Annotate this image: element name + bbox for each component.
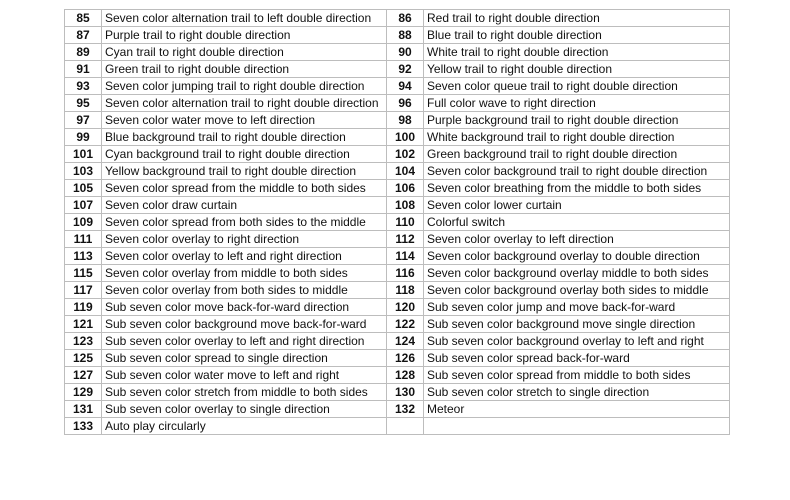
mode-number: 109 bbox=[65, 214, 102, 231]
mode-description: Colorful switch bbox=[424, 214, 730, 231]
table-row bbox=[65, 129, 730, 146]
mode-description: Seven color spread from both sides to the middle bbox=[102, 214, 387, 231]
mode-description: Seven color alternation trail to right double direction bbox=[102, 95, 387, 112]
table-row bbox=[65, 10, 730, 27]
mode-number: 132 bbox=[387, 401, 424, 418]
mode-description: Blue background trail to right double direction bbox=[102, 129, 387, 146]
mode-description: Blue trail to right double direction bbox=[424, 27, 730, 44]
mode-description: Seven color overlay from middle to both sides bbox=[102, 265, 387, 282]
table-row bbox=[65, 95, 730, 112]
mode-description: Sub seven color jump and move back-for-ward bbox=[424, 299, 730, 316]
mode-number: 121 bbox=[65, 316, 102, 333]
table-row bbox=[65, 282, 730, 299]
mode-description: Seven color jumping trail to right double direction bbox=[102, 78, 387, 95]
table-row bbox=[65, 384, 730, 401]
mode-description: Seven color lower curtain bbox=[424, 197, 730, 214]
mode-number: 86 bbox=[387, 10, 424, 27]
mode-description: Sub seven color stretch from middle to both sides bbox=[102, 384, 387, 401]
mode-number: 107 bbox=[65, 197, 102, 214]
mode-description: Yellow trail to right double direction bbox=[424, 61, 730, 78]
mode-number: 100 bbox=[387, 129, 424, 146]
mode-description: Seven color queue trail to right double direction bbox=[424, 78, 730, 95]
mode-number: 88 bbox=[387, 27, 424, 44]
mode-number: 91 bbox=[65, 61, 102, 78]
mode-description: Green background trail to right double direction bbox=[424, 146, 730, 163]
table-row bbox=[65, 248, 730, 265]
mode-number: 108 bbox=[387, 197, 424, 214]
mode-number: 117 bbox=[65, 282, 102, 299]
mode-description: Seven color spread from the middle to both sides bbox=[102, 180, 387, 197]
table-row bbox=[65, 214, 730, 231]
mode-number: 130 bbox=[387, 384, 424, 401]
mode-number: 114 bbox=[387, 248, 424, 265]
mode-description: Sub seven color move back-for-ward direction bbox=[102, 299, 387, 316]
table-row bbox=[65, 44, 730, 61]
mode-description: Sub seven color water move to left and right bbox=[102, 367, 387, 384]
mode-number: 101 bbox=[65, 146, 102, 163]
table-row bbox=[65, 265, 730, 282]
mode-number: 97 bbox=[65, 112, 102, 129]
mode-description: Seven color overlay to left direction bbox=[424, 231, 730, 248]
mode-number: 87 bbox=[65, 27, 102, 44]
mode-number: 92 bbox=[387, 61, 424, 78]
mode-description: Auto play circularly bbox=[102, 418, 387, 435]
table-row bbox=[65, 231, 730, 248]
mode-number: 129 bbox=[65, 384, 102, 401]
mode-description: Yellow background trail to right double direction bbox=[102, 163, 387, 180]
mode-description: Seven color background overlay middle to both sides bbox=[424, 265, 730, 282]
mode-description: Sub seven color spread back-for-ward bbox=[424, 350, 730, 367]
mode-number: 127 bbox=[65, 367, 102, 384]
mode-description: Seven color breathing from the middle to both sides bbox=[424, 180, 730, 197]
mode-description: Sub seven color background move back-for-ward bbox=[102, 316, 387, 333]
mode-table-body bbox=[65, 10, 730, 435]
table-row bbox=[65, 163, 730, 180]
mode-number: 124 bbox=[387, 333, 424, 350]
mode-list-sheet bbox=[64, 9, 730, 435]
mode-number: 93 bbox=[65, 78, 102, 95]
mode-number: 89 bbox=[65, 44, 102, 61]
mode-number bbox=[387, 418, 424, 435]
mode-description: White background trail to right double direction bbox=[424, 129, 730, 146]
mode-number: 133 bbox=[65, 418, 102, 435]
mode-description: Seven color overlay from both sides to middle bbox=[102, 282, 387, 299]
mode-description: Red trail to right double direction bbox=[424, 10, 730, 27]
table-row bbox=[65, 367, 730, 384]
table-row bbox=[65, 112, 730, 129]
table-row bbox=[65, 333, 730, 350]
mode-number: 110 bbox=[387, 214, 424, 231]
mode-description: Sub seven color background overlay to left and right bbox=[424, 333, 730, 350]
mode-description: Sub seven color spread from middle to both sides bbox=[424, 367, 730, 384]
mode-table bbox=[64, 9, 730, 435]
table-row bbox=[65, 146, 730, 163]
mode-description: Seven color overlay to left and right direction bbox=[102, 248, 387, 265]
mode-number: 104 bbox=[387, 163, 424, 180]
mode-number: 125 bbox=[65, 350, 102, 367]
mode-number: 99 bbox=[65, 129, 102, 146]
mode-description: Seven color background trail to right double direction bbox=[424, 163, 730, 180]
mode-number: 95 bbox=[65, 95, 102, 112]
mode-number: 90 bbox=[387, 44, 424, 61]
mode-number: 94 bbox=[387, 78, 424, 95]
mode-description: Sub seven color spread to single direction bbox=[102, 350, 387, 367]
table-row bbox=[65, 27, 730, 44]
mode-description: Sub seven color stretch to single direction bbox=[424, 384, 730, 401]
mode-description: Sub seven color background move single direction bbox=[424, 316, 730, 333]
mode-description: White trail to right double direction bbox=[424, 44, 730, 61]
mode-number: 85 bbox=[65, 10, 102, 27]
mode-number: 113 bbox=[65, 248, 102, 265]
mode-description: Meteor bbox=[424, 401, 730, 418]
mode-number: 115 bbox=[65, 265, 102, 282]
mode-description: Sub seven color overlay to single direction bbox=[102, 401, 387, 418]
mode-description bbox=[424, 418, 730, 435]
table-row bbox=[65, 180, 730, 197]
mode-number: 98 bbox=[387, 112, 424, 129]
mode-description: Full color wave to right direction bbox=[424, 95, 730, 112]
mode-description: Cyan background trail to right double direction bbox=[102, 146, 387, 163]
mode-number: 128 bbox=[387, 367, 424, 384]
mode-number: 123 bbox=[65, 333, 102, 350]
mode-number: 103 bbox=[65, 163, 102, 180]
mode-description: Sub seven color overlay to left and right direction bbox=[102, 333, 387, 350]
mode-number: 126 bbox=[387, 350, 424, 367]
mode-number: 120 bbox=[387, 299, 424, 316]
table-row bbox=[65, 197, 730, 214]
table-row bbox=[65, 61, 730, 78]
mode-number: 131 bbox=[65, 401, 102, 418]
mode-description: Green trail to right double direction bbox=[102, 61, 387, 78]
mode-description: Cyan trail to right double direction bbox=[102, 44, 387, 61]
mode-number: 116 bbox=[387, 265, 424, 282]
table-row bbox=[65, 299, 730, 316]
mode-number: 102 bbox=[387, 146, 424, 163]
mode-description: Seven color overlay to right direction bbox=[102, 231, 387, 248]
mode-number: 118 bbox=[387, 282, 424, 299]
mode-description: Seven color background overlay both sides to middle bbox=[424, 282, 730, 299]
mode-number: 122 bbox=[387, 316, 424, 333]
mode-description: Seven color alternation trail to left double direction bbox=[102, 10, 387, 27]
mode-number: 96 bbox=[387, 95, 424, 112]
mode-number: 112 bbox=[387, 231, 424, 248]
table-row bbox=[65, 401, 730, 418]
mode-number: 111 bbox=[65, 231, 102, 248]
mode-description: Seven color draw curtain bbox=[102, 197, 387, 214]
table-row bbox=[65, 78, 730, 95]
mode-description: Purple background trail to right double direction bbox=[424, 112, 730, 129]
table-row bbox=[65, 316, 730, 333]
mode-number: 119 bbox=[65, 299, 102, 316]
table-row bbox=[65, 418, 730, 435]
mode-number: 106 bbox=[387, 180, 424, 197]
mode-description: Seven color water move to left direction bbox=[102, 112, 387, 129]
mode-description: Seven color background overlay to double direction bbox=[424, 248, 730, 265]
mode-description: Purple trail to right double direction bbox=[102, 27, 387, 44]
mode-number: 105 bbox=[65, 180, 102, 197]
table-row bbox=[65, 350, 730, 367]
